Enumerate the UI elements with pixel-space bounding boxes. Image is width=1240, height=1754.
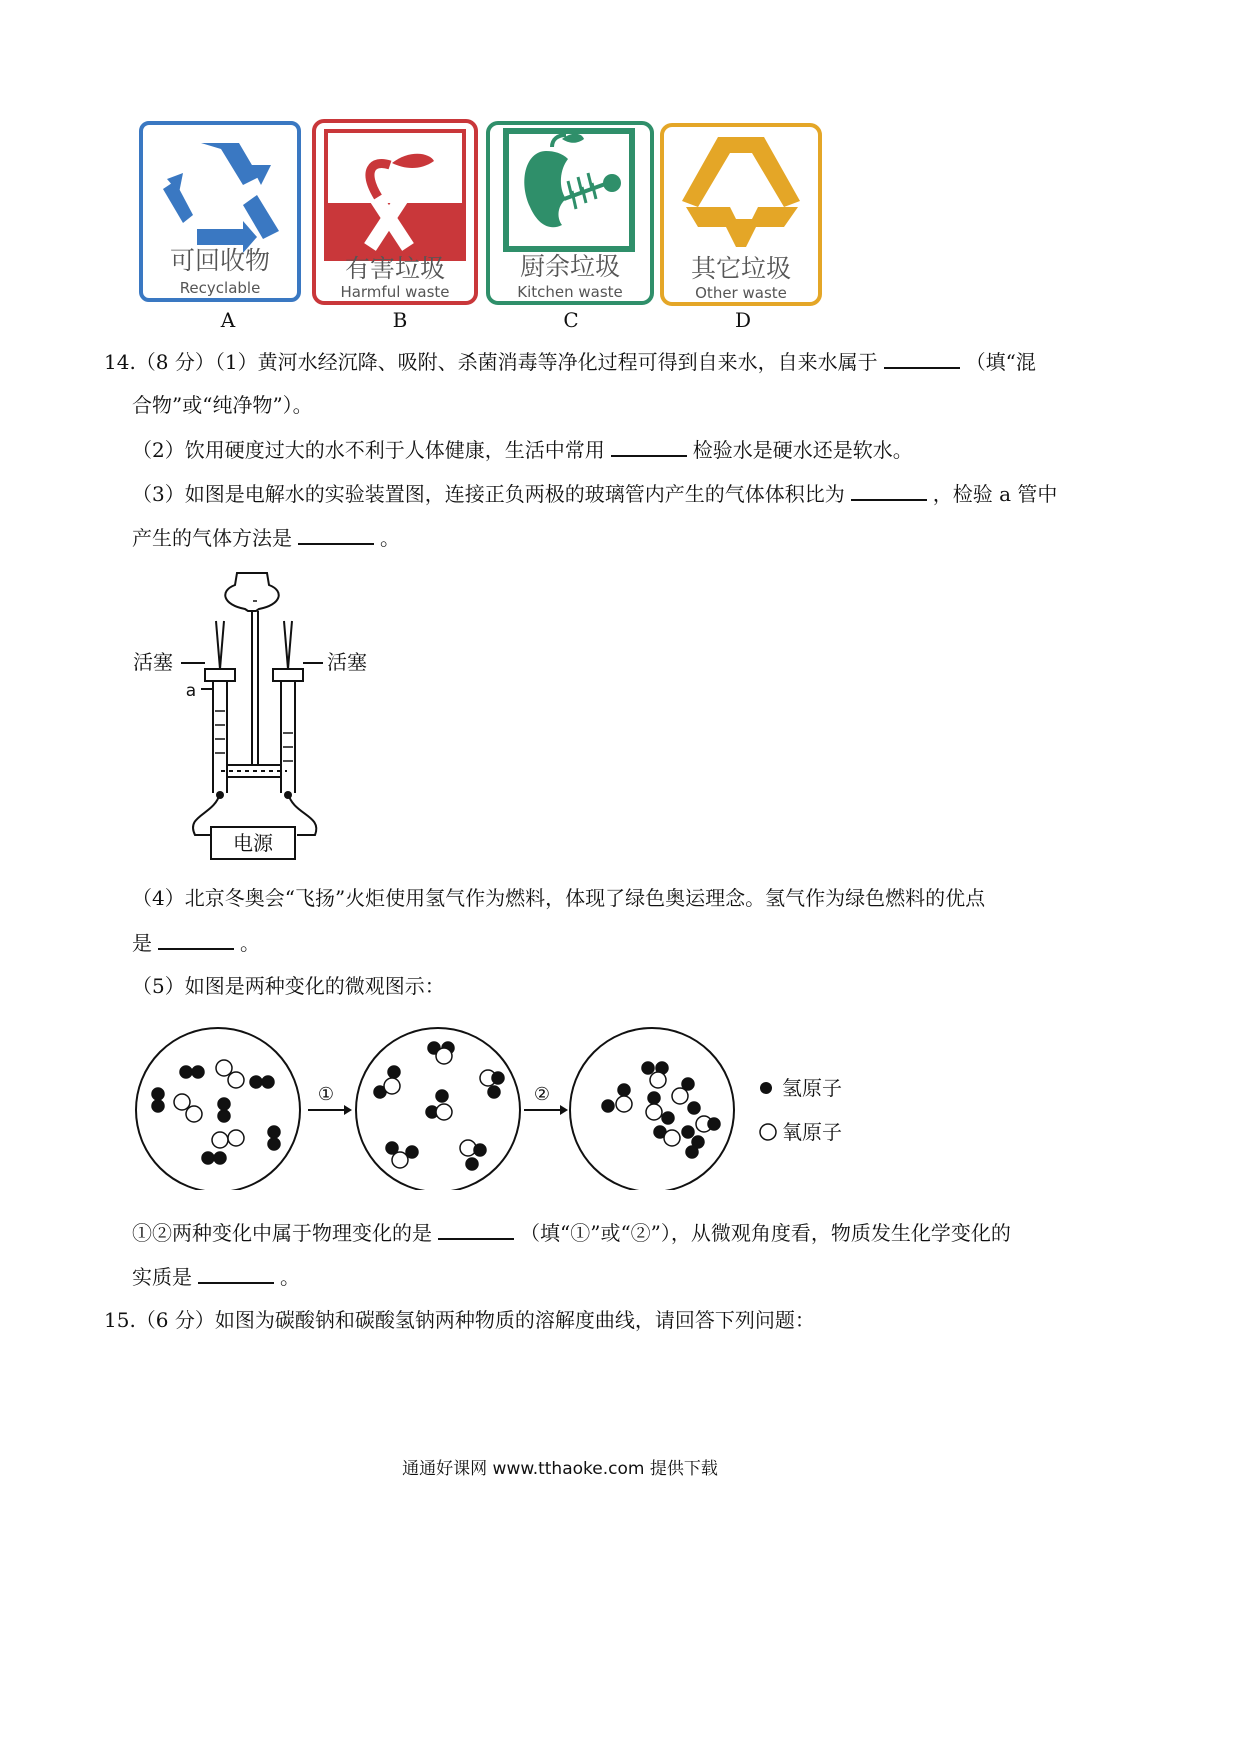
- q14-part3-end: 。: [380, 526, 400, 550]
- sign-cn-label: 其它垃圾: [690, 254, 792, 283]
- q14-part4: （4）北京冬奥会“飞扬”火炬使用氢气作为燃料，体现了绿色奥运理念。氢气作为绿色燃料的优点: [132, 886, 986, 910]
- sign-en-label: Recyclable: [179, 279, 261, 297]
- tube-a-label: a: [185, 681, 197, 701]
- option-letter-b: B: [392, 308, 408, 332]
- sign-recyclable: [139, 121, 301, 302]
- sign-en-label: Kitchen waste: [517, 283, 623, 301]
- microscopic-diagram: [128, 1020, 868, 1190]
- q15-stem: 15.（6 分）如图为碳酸钠和碳酸氢钠两种物质的溶解度曲线，请回答下列问题：: [104, 1308, 815, 1332]
- q14-stem: 14.（8 分）（1）黄河水经沉降、吸附、杀菌消毒等净化过程可得到自来水，自来水属于: [104, 350, 878, 374]
- q14-part6-text: ①②两种变化中属于物理变化的是: [132, 1221, 432, 1245]
- hydrogen-atom-icon: [760, 1082, 772, 1094]
- q14-part6-text-tail: （填“①”或“②”），从微观角度看，物质发生化学变化的: [520, 1221, 1011, 1245]
- power-supply-label: 电源: [233, 831, 273, 855]
- oxygen-atom-icon: [760, 1124, 776, 1140]
- q14-part6: [132, 1218, 1011, 1247]
- q14-part6-line2: [132, 1262, 300, 1291]
- sign-cn-label: 有害垃圾: [344, 254, 446, 283]
- answer-blank[interactable]: [611, 435, 687, 457]
- answer-blank[interactable]: [884, 347, 960, 369]
- q14-part3-text: （3）如图是电解水的实验装置图，连接正负两极的玻璃管内产生的气体体积比为: [132, 482, 845, 506]
- option-letter-a: A: [220, 308, 236, 332]
- q14-part4-line2: [132, 928, 260, 957]
- option-letter-c: C: [563, 308, 579, 332]
- molecules-middle: [374, 1042, 504, 1170]
- sign-kitchen: [486, 121, 654, 305]
- q14-part6-text-2: 实质是: [132, 1265, 192, 1289]
- answer-blank[interactable]: [298, 523, 374, 545]
- answer-blank[interactable]: [158, 928, 234, 950]
- legend-hydrogen: 氢原子: [782, 1076, 842, 1100]
- answer-blank[interactable]: [198, 1262, 274, 1284]
- q14-part2: [132, 435, 913, 464]
- q14-part6-end: 。: [280, 1265, 300, 1289]
- q14-part3-text-2: 产生的气体方法是: [132, 526, 292, 550]
- step-1-label: ①: [317, 1084, 335, 1105]
- q14-part3-text-tail: ，检验 a 管中: [932, 482, 1058, 506]
- sign-other: [660, 123, 822, 306]
- molecules-before: [152, 1060, 280, 1164]
- q14-part5: （5）如图是两种变化的微观图示：: [132, 974, 445, 998]
- sign-en-label: Other waste: [695, 284, 787, 302]
- q14-part3: [132, 479, 1057, 508]
- page-footer: 通通好课网 www.tthaoke.com 提供下载: [402, 1459, 718, 1479]
- q14-part4-text: 是: [132, 931, 152, 955]
- sign-en-label: Harmful waste: [340, 283, 450, 301]
- q14-line1: [104, 347, 1036, 376]
- answer-blank[interactable]: [851, 479, 927, 501]
- molecules-after: [602, 1062, 720, 1158]
- q14-part3-line2: [132, 523, 400, 552]
- sign-cn-label: 可回收物: [169, 246, 271, 275]
- electrolysis-apparatus: [125, 565, 385, 865]
- q14-part2-text: （2）饮用硬度过大的水不利于人体健康，生活中常用: [132, 438, 605, 462]
- legend-oxygen: 氧原子: [782, 1120, 842, 1144]
- q14-stem-tail: （填“混: [965, 350, 1036, 374]
- answer-blank[interactable]: [438, 1218, 514, 1240]
- step-2-label: ②: [533, 1084, 551, 1105]
- q14-part2-text-tail: 检验水是硬水还是软水。: [692, 438, 913, 462]
- left-stopcock-label: 活塞: [133, 650, 173, 674]
- q14-line2: 合物”或“纯净物”）。: [132, 393, 313, 417]
- option-letter-d: D: [734, 308, 752, 332]
- sign-harmful: [312, 119, 478, 305]
- right-stopcock-label: 活塞: [327, 650, 367, 674]
- sign-cn-label: 厨余垃圾: [519, 252, 621, 281]
- q14-part4-end: 。: [240, 931, 260, 955]
